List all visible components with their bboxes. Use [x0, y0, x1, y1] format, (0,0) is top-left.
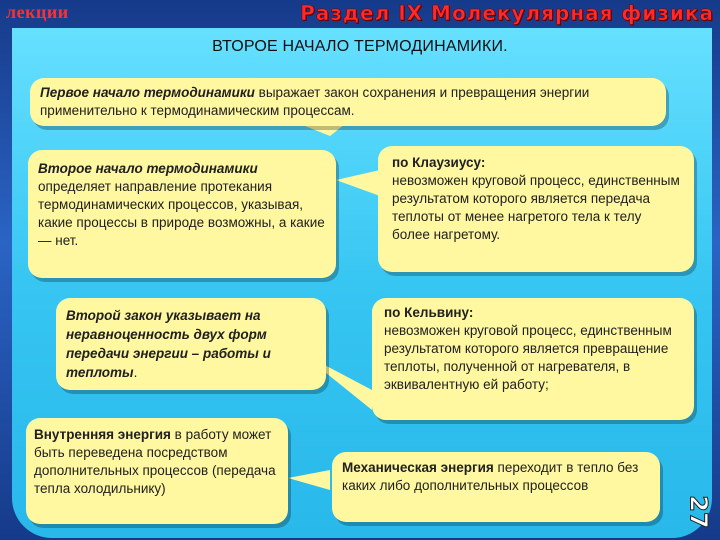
inequivalence-bubble: [56, 298, 326, 390]
lecture-label: лекции: [6, 2, 69, 22]
clausius-text: невозможен круговой процесс, единственным результатом которого является передача теплоты от менее нагретого тела к телу более нагретому.: [392, 173, 680, 242]
page-number-text: 27: [685, 495, 713, 529]
second-law-bubble: [28, 150, 336, 278]
page-title: ВТОРОЕ НАЧАЛО ТЕРМОДИНАМИКИ.: [212, 38, 508, 55]
inequivalence-suffix: .: [133, 365, 138, 380]
internal-energy-bubble: [26, 418, 288, 524]
mechanical-energy-text: переходит в тепло без каких либо дополнительных процессов: [342, 460, 639, 493]
kelvin-text: невозможен круговой процесс, единственным результатом которого является превращение теплоты, полученной от нагревателя, в эквивалентную ей работу;: [384, 323, 672, 392]
tail-internal: [288, 470, 330, 490]
first-law-text: выражает закон сохранения и превращения энергии применительно к термодинамическим процессам.: [40, 85, 590, 118]
first-law-bubble: [30, 78, 666, 126]
internal-energy-text: в работу может быть переведена посредством дополнительных процессов (передача тепла холодильнику): [34, 427, 276, 496]
second-law-text: определяет направление протекания термодинамических процессов, указывая, какие процессы в природе возможны, а какие — нет.: [38, 179, 325, 248]
kelvin-bubble: [372, 298, 694, 420]
first-law-term: Первое начало термодинамики: [40, 85, 255, 100]
clausius-bubble: [378, 146, 694, 272]
second-law-term: Второе начало термодинамики: [38, 161, 258, 176]
clausius-term: по Клаузиусу:: [392, 155, 486, 170]
kelvin-term: по Кельвину:: [384, 305, 474, 320]
section-title: Раздел IX Молекулярная физика: [300, 1, 714, 25]
mechanical-energy-bubble: [332, 452, 660, 522]
mechanical-energy-term: Механическая энергия: [342, 460, 494, 475]
inequivalence-text: Второй закон указывает на неравноценность двух форм передачи энергии – работы и теплоты: [66, 308, 271, 380]
internal-energy-term: Внутренняя энергия: [34, 427, 171, 442]
tail-second-law: [336, 170, 380, 196]
page-number: [683, 490, 715, 534]
